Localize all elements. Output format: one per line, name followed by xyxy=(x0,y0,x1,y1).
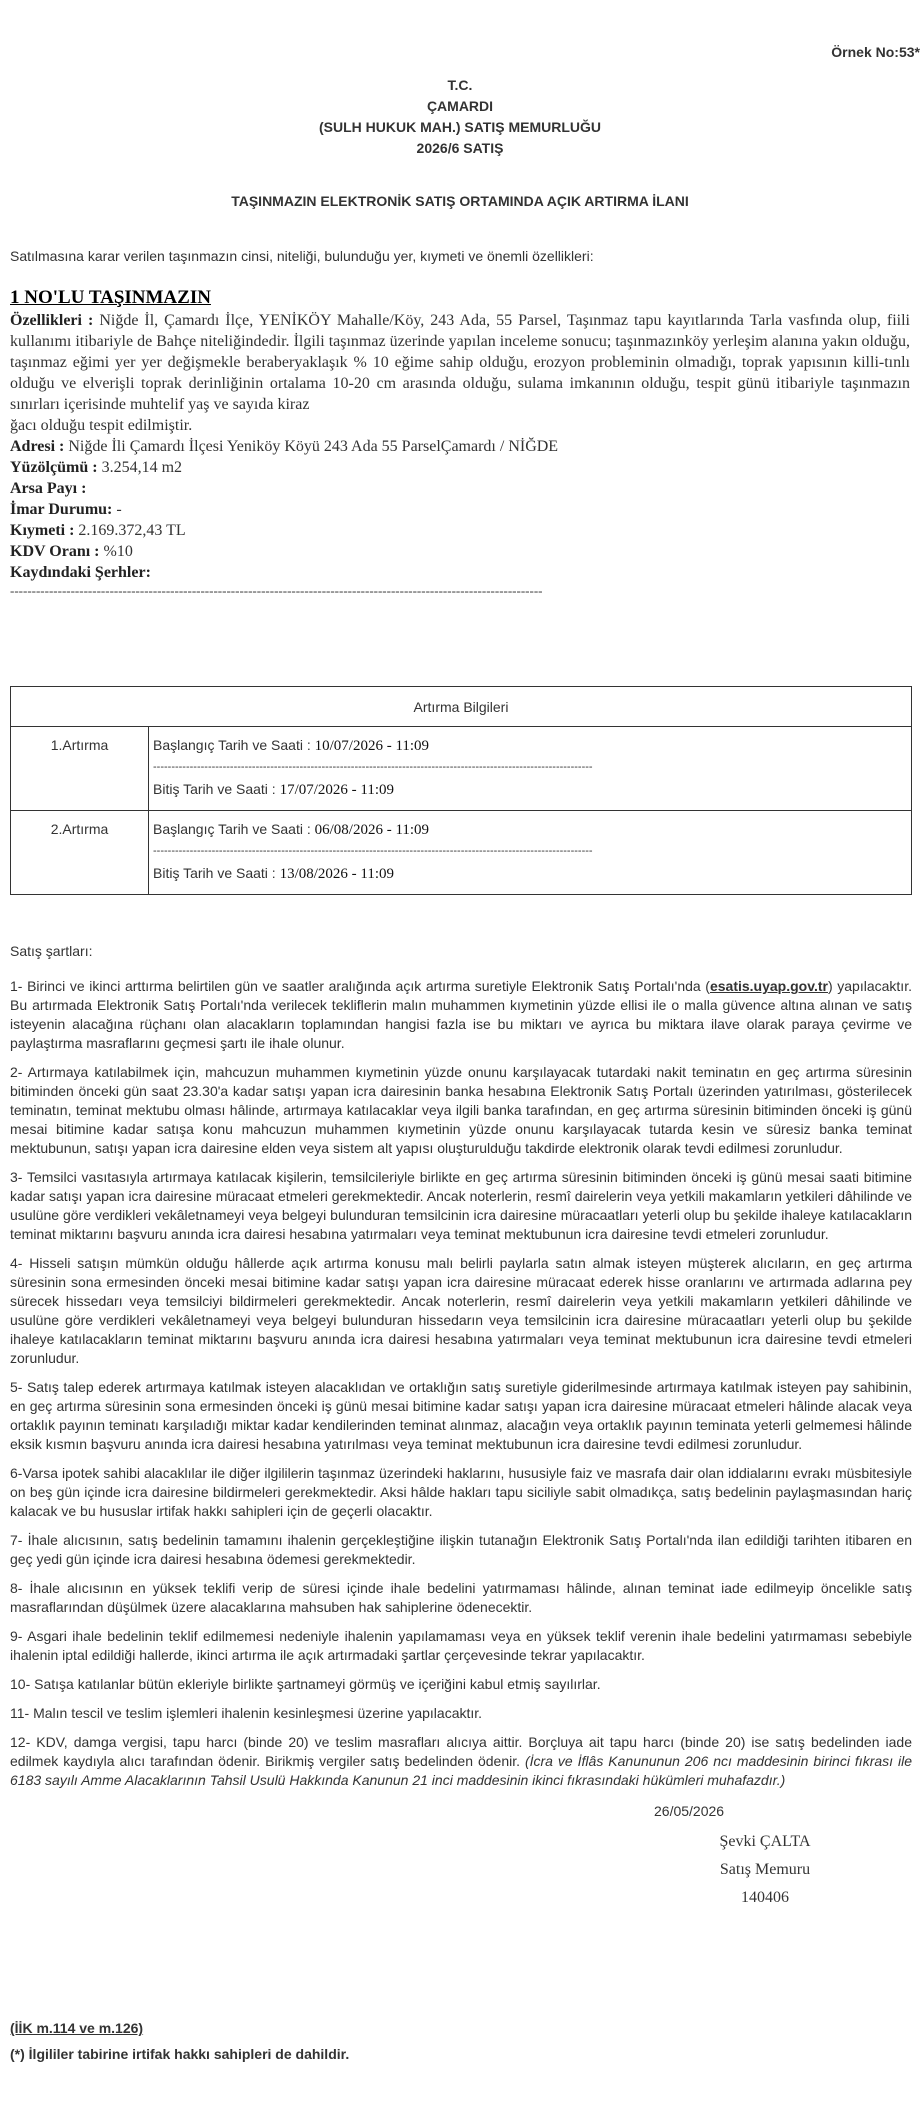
property-address xyxy=(10,436,910,457)
land-share-label: Arsa Payı : xyxy=(10,480,87,497)
property-section xyxy=(10,287,910,599)
start-value: 10/07/2026 - 11:09 xyxy=(314,738,430,754)
annotations-label: Kaydındaki Şerhler: xyxy=(10,564,151,581)
end-value: 13/08/2026 - 11:09 xyxy=(279,866,395,882)
auction-end xyxy=(153,781,907,802)
condition-5: 5- Satış talep ederek artırmaya katılmak isteyen alacaklıdan ve ortaklığın satış suretiyle giderilmesinde artırmaya katılmak isteyen pay sahibinin, en geç artırma süresinin sona ermesinden önceki iş günü mesai bitimine kadar satışı yapan icra dairesine müracaat etmeleri hâlinde alacak veya ortaklık payının teminatı karşıladığı miktar kadar kendilerinden teminat alınmaz, alacağın veya ortaklık payının teminata yeterli gelmemesi hâlinde eksik kısmın başvuru anında icra dairesi hesabına yatırılması veya teminat mektubunun icra dairesine tevdi edilmesi zorunludur. xyxy=(10,1379,912,1452)
features-label: Özellikleri : xyxy=(10,312,94,329)
value-label: Kıymeti : xyxy=(10,522,75,539)
header-line-location: ÇAMARDI xyxy=(426,98,494,114)
zoning-label: İmar Durumu: xyxy=(10,501,113,518)
condition-3: 3- Temsilci vasıtasıyla artırmaya katılacak kişilerin, temsilcileriyle birlikte en geç artırma süresinin bitiminden önceki iş günü mesai saati bitimine kadar satışı yapan icra dairesine müracaat etmeleri gerekmektedir. Ancak noterlerin, resmî dairelerin veya yetkili makamların yetkileri dâhilinde ve usulüne göre verdikleri vekâletnameyi veya belgeyi bulunduran temsilcinin icra dairesine müracaatları yeterli olup bu şekilde ihaleye katılacakların teminat miktarını başvuru anında icra dairesi hesabına yatırmaları veya teminat mektubunun icra dairesine tevdi etmeleri zorunludur. xyxy=(10,1169,912,1242)
property-vat xyxy=(10,541,910,562)
esatis-link[interactable]: esatis.uyap.gov.tr xyxy=(709,978,828,994)
table-row xyxy=(11,727,912,811)
sale-conditions xyxy=(10,942,912,1800)
features-continued: ğacı olduğu tespit edilmiştir. xyxy=(10,417,193,434)
property-annotations xyxy=(10,562,910,583)
signer-title: Satış Memuru xyxy=(719,1861,811,1878)
auction-start xyxy=(153,821,907,842)
ornek-number: Örnek No:53* xyxy=(831,44,920,60)
law-reference: (İİK m.114 ve m.126) xyxy=(10,2020,144,2036)
header-line-file: 2026/6 SATIŞ xyxy=(416,140,504,156)
property-land-share xyxy=(10,478,910,499)
address-label: Adresi : xyxy=(10,438,65,455)
auction-round-dates xyxy=(149,811,912,895)
property-features xyxy=(10,310,910,415)
property-area xyxy=(10,457,910,478)
footnote: (*) İlgililer tabirine irtifak hakkı sahipleri de dahildir. xyxy=(10,2046,350,2062)
area-value: 3.254,14 m2 xyxy=(101,459,183,476)
start-label: Başlangıç Tarih ve Saati : xyxy=(153,737,311,753)
start-label: Başlangıç Tarih ve Saati : xyxy=(153,821,311,837)
date-value: 26/05/2026 xyxy=(654,1803,725,1819)
property-value xyxy=(10,520,910,541)
features-text: Niğde İl, Çamardı İlçe, YENİKÖY Mahalle/Köy, 243 Ada, 55 Parsel, Taşınmaz tapu kayıtlarında Tarla vasfında olup, fiili kullanımı itibariyle de Bahçe niteliğindedir. İlgili taşınmaz üzerinde yapılan inceleme sonucu; taşınmazınköy yerleşim alanına yakın olduğu, taşınmaz eğimi yer yer değişmekle beraberyaklaşık % 10 eğime sahip olduğu, erozyon probleminin olmadığı, toprak yapısının killi-tınlı olduğu ve elverişli toprak derinliğinin ortalama 10-20 cm arasında olduğu, sulama imkanının olduğu, tespit günü itibariyle taşınmazın sınırları içerisinde muhtelif yaş ve sayıda kiraz xyxy=(10,312,910,413)
auction-start xyxy=(153,737,907,758)
auction-end xyxy=(153,865,907,886)
condition-9: 9- Asgari ihale bedelinin teklif edilmemesi nedeniyle ihalenin yapılamaması veya en yüksek teklif verenin ihale bedelini yatırmaması sebebiyle ihalenin iptal edildiği hallerde, ikinci artırma ile açık artırmadaki şartlar çerçevesinde tekrar yapılacaktır. xyxy=(10,1628,912,1663)
condition-1 xyxy=(10,977,912,1053)
vat-value: %10 xyxy=(103,543,133,560)
condition-2: 2- Artırmaya katılabilmek için, mahcuzun muhammen kıymetinin yüzde onunu karşılayacak tutardaki nakit teminatın en geç artırma süresinin bitiminden önceki gün saat 23.30'a kadar satışı yapan icra dairesinin banka hesabına Elektronik Satış Portalı üzerinden yatırılması, gösterilecek teminatın, teminat mektubu olması hâlinde, artırmaya katılacaklar veya ilgili banka tarafından, en geç artırma süresinin bitiminden önceki iş günü mesai bitimine kadar satışa konu mahcuzun muhammen kıymetinin yüzde onunu karşılayacak tutarda kesin ve süresiz banka teminat mektubunun, satışı yapan icra dairesine elden veya sistem alt yapısı oluşturulduğu takdirde elektronik olarak tevdi edilmesi zorunludur. xyxy=(10,1064,912,1156)
condition-10: 10- Satışa katılanlar bütün ekleriyle birlikte şartnameyi görmüş ve içeriğini kabul etmiş sayılırlar. xyxy=(10,1676,601,1692)
conditions-label: Satış şartları: xyxy=(10,943,93,959)
start-value: 06/08/2026 - 11:09 xyxy=(314,822,430,838)
end-value: 17/07/2026 - 11:09 xyxy=(279,782,395,798)
auction-separator: ------------------------------------------------------------------------------------------------------------------------ xyxy=(153,845,593,857)
table-row xyxy=(11,811,912,895)
header-line-office: (SULH HUKUK MAH.) SATIŞ MEMURLUĞU xyxy=(318,119,602,135)
condition-12-text: 12- KDV, damga vergisi, tapu harcı (binde 20) ve teslim masrafları alıcıya aittir. Borçluya ait tapu harcı (binde 20) ise satış bedelinden iade edilmek kaydıyla alıcı tarafından ödenir. Birikmiş vergiler satış bedelinden ödenir. xyxy=(10,1734,912,1769)
signer-code: 140406 xyxy=(741,1889,789,1906)
value-amount: 2.169.372,43 TL xyxy=(78,522,186,539)
address-value: Niğde İli Çamardı İlçesi Yeniköy Köyü 243 Ada 55 ParselÇamardı / NİĞDE xyxy=(68,438,559,455)
area-label: Yüzölçümü : xyxy=(10,459,98,476)
vat-label: KDV Oranı : xyxy=(10,543,100,560)
condition-12-legal-note: (İcra ve İflâs Kanununun 206 ncı maddesinin birinci fıkrası ile 6183 sayılı Amme Alacaklarının Tahsil Usulü Hakkında Kanunun 21 inci maddesinin ikinci fıkrasındaki hükümleri muhafazdır.) xyxy=(10,1753,912,1788)
condition-8: 8- İhale alıcısının en yüksek teklifi verip de süresi içinde ihale bedelini yatırmaması hâlinde, alınan teminat iade edilmeyip öncelikle satış masraflarından düşülmek üzere alacaklarına mahsuben hak sahiplerine ödenecektir. xyxy=(10,1580,912,1615)
condition-7: 7- İhale alıcısının, satış bedelinin tamamını ihalenin gerçekleştiğine ilişkin tutanağın Elektronik Satış Portalı'nda ilan edildiği tarihten itibaren en geç yedi gün içinde icra dairesi hesabına ödemesi gerekmektedir. xyxy=(10,1532,912,1567)
condition-4: 4- Hisseli satışın mümkün olduğu hâllerde açık artırma konusu malı belirli paylarla satın almak isteyen müşterek alıcıların, en geç artırma süresinin sona ermesinden önceki mesai bitimine kadar satışı yapan icra dairesine müracaat ederek hisse oranlarını ve artırmada adlarına pey sürecek hissedarı veya temsilciyi bildirmeleri gerekmektedir. Ancak noterlerin, resmî dairelerin veya yetkili makamların yetkileri dâhilinde ve usulüne göre verdikleri vekâletnameyi veya belgeyi bulunduran hissedarın veya temsilcinin icra dairesine müracaatları yeterli olup bu şekilde ihaleye katılacakların teminat miktarını başvuru anında icra dairesi hesabına yatırmaları veya teminat mektubunun icra dairesine tevdi etmeleri zorunludur. xyxy=(10,1255,912,1366)
condition-12 xyxy=(10,1733,912,1790)
auction-round-dates xyxy=(149,727,912,811)
auction-separator: ------------------------------------------------------------------------------------------------------------------------ xyxy=(153,761,593,773)
auction-table-header: Artırma Bilgileri xyxy=(11,687,912,727)
property-title: 1 NO'LU TAŞINMAZIN xyxy=(10,287,211,308)
document-header xyxy=(0,75,920,159)
auction-round-label: 1.Artırma xyxy=(11,727,149,811)
auction-info-table xyxy=(10,686,912,895)
intro-text: Satılmasına karar verilen taşınmazın cinsi, niteliği, bulunduğu yer, kıymeti ve önemli özellikleri: xyxy=(10,248,594,264)
condition-6: 6-Varsa ipotek sahibi alacaklılar ile diğer ilgililerin taşınmaz üzerindeki haklarını, hususiyle faiz ve masrafa dair olan iddialarını evrakı müsbitesiyle on beş gün içinde icra dairesine bildirmeleri gerekmektedir. Aksi hâlde hakları tapu siciliyle sabit olmadıkça, satış bedelinin paylaşmasından hariç kalacak ve bu hususlar irtifak hakkı sahipleri için de geçerli olacaktır. xyxy=(10,1465,912,1519)
condition-11: 11- Malın tescil ve teslim işlemleri ihalenin kesinleşmesi üzerine yapılacaktır. xyxy=(10,1705,483,1721)
signer-name: Şevki ÇALTA xyxy=(719,1833,811,1850)
end-label: Bitiş Tarih ve Saati : xyxy=(153,781,276,797)
signature-block xyxy=(680,1828,850,1912)
header-line-tc: T.C. xyxy=(447,77,473,93)
auction-round-label: 2.Artırma xyxy=(11,811,149,895)
zoning-value: - xyxy=(116,501,122,518)
property-zoning xyxy=(10,499,910,520)
condition-1-text-a: 1- Birinci ve ikinci arttırma belirtilen gün ve saatler aralığında açık artırma suretiyle Elektronik Satış Portalı'nda ( xyxy=(10,978,710,994)
condition-1-text-b: ) yapılacaktır. Bu artırmada Elektronik Satış Portalı'nda verilecek tekliflerin malın muhammen kıymetinin yüzde ellisi ile o malla güvence altına alınan ve satış isteyenin alacağına rüçhanı olan alacakların toplamından hangisi fazla ise bu miktarı ve ayrıca bu miktara ilave olarak paraya çevirme ve paylaştırma masraflarını geçmesi şartı ile ihale olunur. xyxy=(10,978,912,1051)
property-divider: --------------------------------------------------------------------------------------------------------------------------- xyxy=(10,583,543,598)
end-label: Bitiş Tarih ve Saati : xyxy=(153,865,276,881)
announcement-title: TAŞINMAZIN ELEKTRONİK SATIŞ ORTAMINDA AÇIK ARTIRMA İLANI xyxy=(231,193,689,209)
